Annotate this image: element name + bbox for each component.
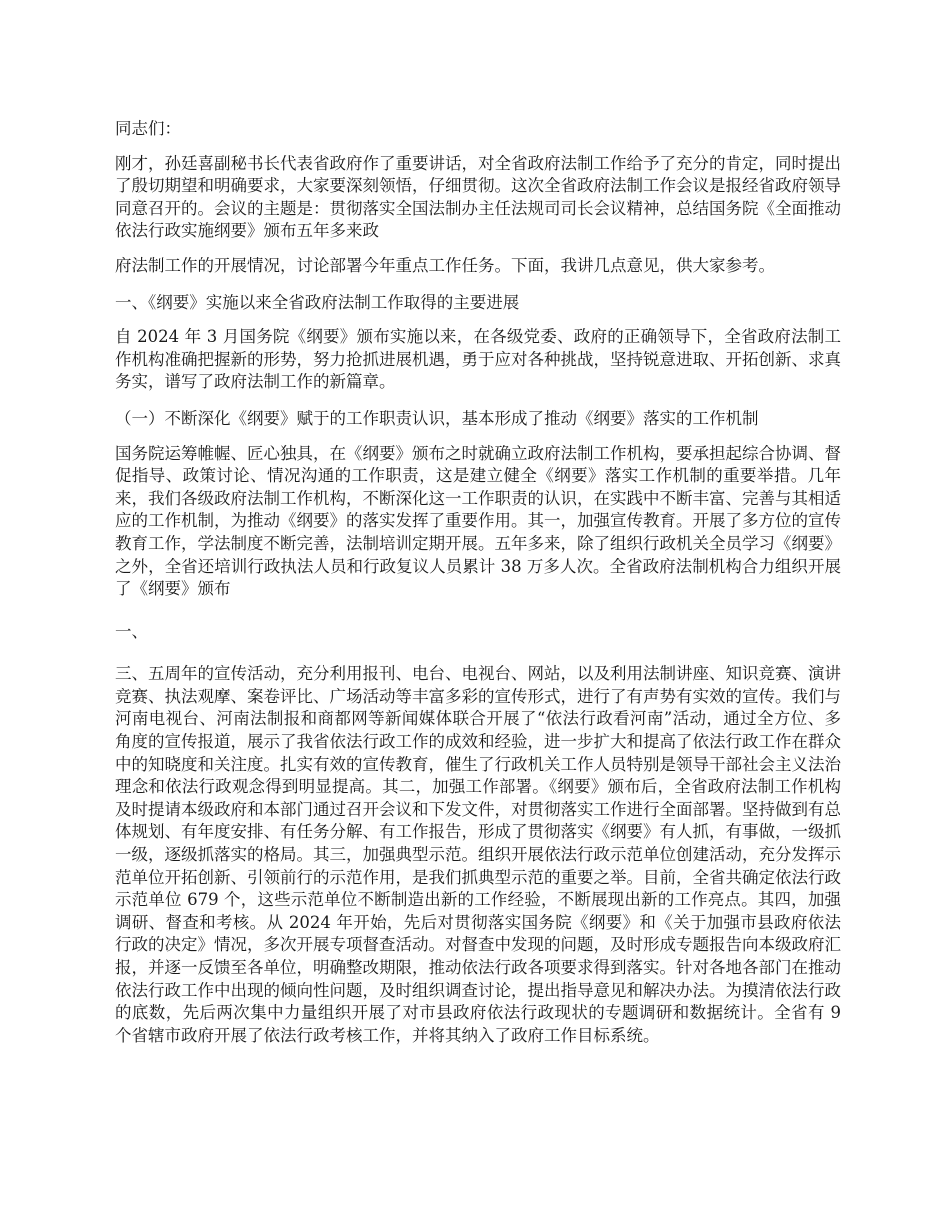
salutation: 同志们： — [115, 119, 181, 138]
intro-paragraph: 刚才，孙廷喜副秘书长代表省政府作了重要讲话，对全省政府法制工作给予了充分的肯定，同时提出了殷切期望和明确要求，大家要深刻领悟，仔细贯彻。这次全省政府法制工作会议是报经省政府领导同意召开的。会议的主题是：贯彻落实全国法制办主任法规司司长会议精神，总结国务院《全面推动依法行政实施纲要》颁布五年多来政 — [115, 153, 841, 241]
list-mark: 一、 — [115, 621, 148, 641]
document-page — [115, 118, 841, 1047]
intro-continued-paragraph: 府法制工作的开展情况，讨论部署今年重点工作任务。下面，我讲几点意见，供大家参考。 — [115, 255, 775, 275]
subsection-1-paragraph: 国务院运筹帷幄、匠心独具，在《纲要》颁布之时就确立政府法制工作机构，要承担起综合协调、督促指导、政策讨论、情况沟通的工作职责，这是建立健全《纲要》落实工作机制的重要举措。几年来，我们各级政府法制工作机构，不断深化这一工作职责的认识，在实践中不断丰富、完善与其相适应的工作机制，为推动《纲要》的落实发挥了重要作用。其一，加强宣传教育。开展了多方位的宣传教育工作，学法制度不断完善，法制培训定期开展。五年多来，除了组织行政机关全员学习《纲要》之外，全省还培训行政执法人员和行政复议人员累计 38 万多人次。全省政府法制机构合力组织开展了《纲要》颁布 — [115, 443, 841, 599]
section-heading-1: 一、《纲要》实施以来全省政府法制工作取得的主要进展 — [115, 292, 520, 312]
section-1-paragraph: 自 2024 年 3 月国务院《纲要》颁布实施以来，在各级党委、政府的正确领导下，全省政府法制工作机构准确把握新的形势，努力抢抓进展机遇，勇于应对各种挑战，坚持锐意进取、开拓创新、求真务实，谱写了政府法制工作的新篇章。 — [115, 327, 841, 392]
subsection-heading-1: （一）不断深化《纲要》赋于的工作职责认识，基本形成了推动《纲要》落实的工作机制 — [115, 408, 759, 428]
section-3-paragraph: 三、五周年的宣传活动，充分利用报刊、电台、电视台、网站，以及利用法制讲座、知识竞赛、演讲竞赛、执法观摩、案卷评比、广场活动等丰富多彩的宣传形式，进行了有声势有实效的宣传。我们与河南电视台、河南法制报和商都网等新闻媒体联合开展了“依法行政看河南”活动，通过全方位、多角度的宣传报道，展示了我省依法行政工作的成效和经验，进一步扩大和提高了依法行政工作在群众中的知晓度和关注度。扎实有效的宣传教育，催生了行政机关工作人员特别是领导干部社会主义法治理念和依法行政观念得到明显提高。其二，加强工作部署。《纲要》颁布后，全省政府法制工作机构及时提请本级政府和本部门通过召开会议和下发文件，对贯彻落实工作进行全面部署。坚持做到有总体规划、有年度安排、有任务分解、有工作报告，形成了贯彻落实《纲要》有人抓，有事做，一级抓一级，逐级抓落实的格局。其三，加强典型示范。组织开展依法行政示范单位创建活动，充分发挥示范单位开拓创新、引领前行的示范作用，是我们抓典型示范的重要之举。目前，全省共确定依法行政示范单位 679 个，这些示范单位不断制造出新的工作经验，不断展现出新的工作亮点。其四，加强调研、督查和考核。从 2024 年开始，先后对贯彻落实国务院《纲要》和《关于加强市县政府依法行政的决定》情况，多次开展专项督查活动。对督查中发现的问题，及时形成专题报告向本级政府汇报，并逐一反馈至各单位，明确整改期限，推动依法行政各项要求得到落实。针对各地各部门在推动依法行政工作中出现的倾向性问题，及时组织调查讨论，提出指导意见和解决办法。为摸清依法行政的底数，先后两次集中力量组织开展了对市县政府依法行政现状的专题调研和数据统计。全省有 9 个省辖市政府开展了依法行政考核工作，并将其纳入了政府工作目标系统。 — [115, 664, 841, 1045]
